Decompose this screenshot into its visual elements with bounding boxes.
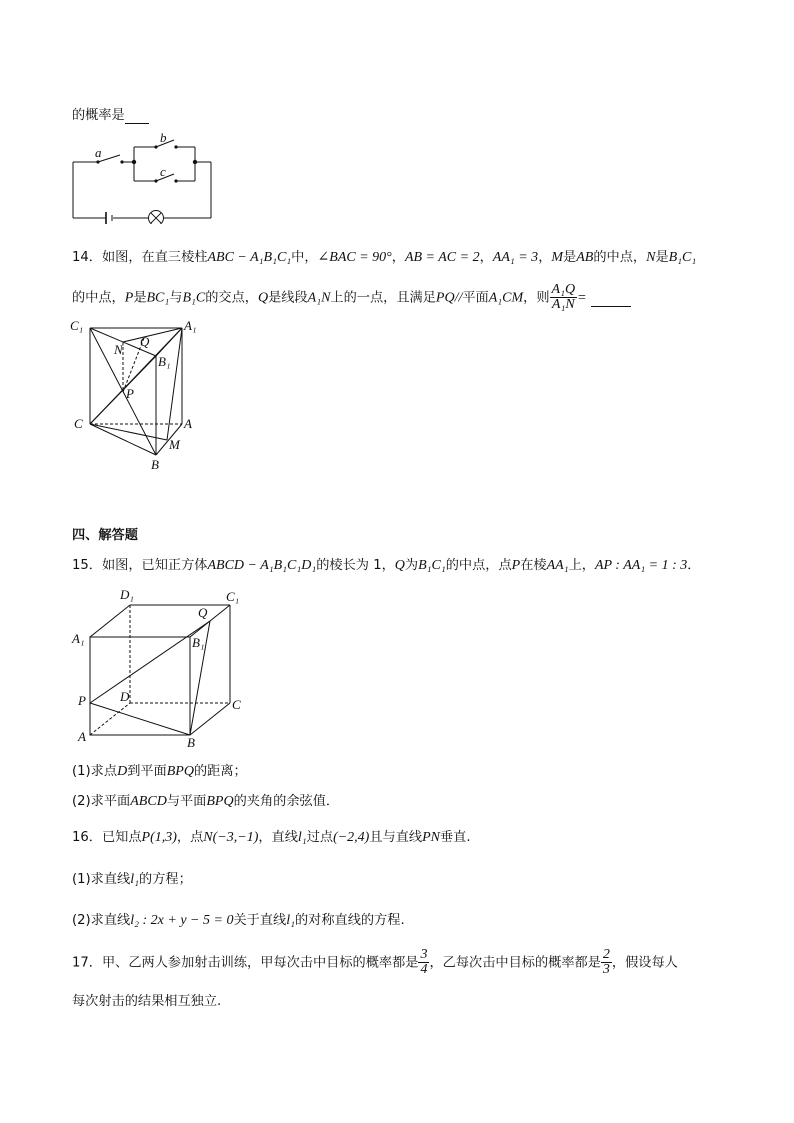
q15-cube: ABCD − A₁B₁C₁D₁ <box>207 558 317 573</box>
q15-text: ． <box>687 558 701 573</box>
q15-text: 的棱长为 1， <box>316 558 395 573</box>
q14-text: 的中点， <box>593 250 647 265</box>
q14-text: ，则 <box>523 290 550 306</box>
q16-text: 且与直线 <box>369 830 423 845</box>
q15-ratio: AP : AA₁ = 1 : 3 <box>594 558 688 573</box>
q15-sub2-text: 的夹角的余弦值． <box>233 794 340 809</box>
q17-fraction-jia <box>418 948 429 977</box>
q15-plane-bpq: BPQ <box>206 794 234 809</box>
q16-sub1 <box>72 868 192 888</box>
q14-point-m: M <box>551 250 564 265</box>
q17-line2: 每次射击的结果相互独立. <box>72 994 222 1009</box>
switch-a-label: a <box>95 145 102 160</box>
q16-line-pn: PN <box>422 830 440 845</box>
q14-plane-a1cm: A₁CM <box>488 290 524 306</box>
q14-ratio-fraction <box>550 283 578 312</box>
cube-label-a1: A₁ <box>72 631 85 646</box>
q16-number: 16． <box>72 830 102 845</box>
cube-label-d: D <box>120 689 130 704</box>
prism-label-p: P <box>126 386 134 401</box>
q16-sub2 <box>72 909 405 929</box>
q14-height: AA₁ = 3 <box>492 250 539 265</box>
q14-text: 上的一点，且满足 <box>330 290 436 306</box>
q16-line-l1: l₁ <box>297 830 307 845</box>
q15-point-p: P <box>511 558 521 573</box>
q14-pq-parallel: PQ// <box>435 290 463 306</box>
circuit-diagram <box>68 128 218 224</box>
prism-label-c: C <box>74 416 83 431</box>
q14-text: 平面 <box>462 290 489 306</box>
q17-frac1-num: 3 <box>420 947 428 962</box>
q14-text: 是线段 <box>268 290 308 306</box>
switch-b-label: b <box>160 130 167 145</box>
q15-text: 在棱 <box>520 558 547 573</box>
q17-text: ，乙每次击中目标的概率都是 <box>429 955 601 971</box>
q14-segment-b1c: B₁C <box>182 290 206 306</box>
q14-point-q: Q <box>257 290 269 306</box>
q13-answer-blank <box>125 108 149 124</box>
q16-sub1-text: 的方程； <box>139 872 192 887</box>
q14-edges: AB = AC = 2 <box>404 250 480 265</box>
q17-text: ，假设每人 <box>611 955 678 971</box>
q15-line1 <box>72 554 700 574</box>
q15-text: 上， <box>568 558 595 573</box>
q17-text: 甲、乙两人参加射击训练，甲每次击中目标的概率都是 <box>101 955 419 971</box>
cube-label-p: P <box>78 693 86 708</box>
q16-text: ，点 <box>176 830 204 845</box>
q14-text: ， <box>391 250 405 265</box>
q17-number: 17． <box>72 955 102 971</box>
q15-sub1-text: 的距离； <box>193 764 247 779</box>
q15-edge-aa1: AA₁ <box>546 558 569 573</box>
q16-sub1-text: (1)求直线 <box>72 872 131 887</box>
q15-text: 如图，已知正方体 <box>101 558 208 573</box>
q15-point-q: Q <box>394 558 405 573</box>
q15-sub1-text: (1)求点 <box>72 764 118 779</box>
q14-answer-blank <box>591 291 631 307</box>
q16-text: 垂直. <box>439 830 471 845</box>
q14-text: ， <box>479 250 493 265</box>
prism-label-a1: A₁ <box>184 318 197 333</box>
cube-label-a: A <box>78 729 86 744</box>
q15-text: 为 <box>404 558 419 573</box>
q14-segment-bc1: BC₁ <box>146 290 170 306</box>
cube-label-c: C <box>232 697 241 712</box>
q14-text: 是 <box>563 250 577 265</box>
q14-frac-num: A₁Q <box>551 282 576 297</box>
prism-label-m: M <box>169 437 180 452</box>
q14-text: 是 <box>133 290 147 306</box>
q14-text: 的交点， <box>205 290 258 306</box>
q14-segment-b1c1: B₁C₁ <box>668 250 697 265</box>
q14-prism: ABC − A₁B₁C₁ <box>207 250 292 265</box>
q14-text: 是 <box>655 250 669 265</box>
q14-text: ， <box>538 250 552 265</box>
prism-label-q: Q <box>140 334 150 349</box>
q15-sub2-text: (2)求平面 <box>72 794 131 809</box>
switch-c-label: c <box>160 164 166 179</box>
q15-point-d: D <box>117 764 128 779</box>
cube-diagram <box>68 585 258 750</box>
q14-frac-den: A₁N <box>551 297 575 312</box>
q14-segment-a1n: A₁N <box>307 290 331 306</box>
q17-fraction-yi <box>601 948 612 977</box>
q14-equals: = <box>577 290 587 306</box>
q13-tail-text <box>72 104 149 124</box>
section-title: 四、解答题 <box>72 528 138 543</box>
q17-frac1-den: 4 <box>420 962 428 977</box>
cube-label-d1: D₁ <box>120 587 134 602</box>
q15-number: 15． <box>72 558 102 573</box>
q15-sub2-text: 与平面 <box>166 794 207 809</box>
q13-tail: 的概率是 <box>72 108 125 123</box>
q16-text: 已知点 <box>101 830 142 845</box>
q16-line-l1: l₁ <box>286 913 295 928</box>
q16-point-n: N(−3,−1) <box>203 830 259 845</box>
q14-angle: ∠BAC = 90° <box>317 250 392 265</box>
prism-label-b1: B₁ <box>158 354 171 369</box>
q17-frac2-num: 2 <box>602 947 610 962</box>
q14-line1 <box>72 246 696 266</box>
cube-label-c1: C₁ <box>226 589 240 604</box>
prism-label-a: A <box>184 416 192 431</box>
q16-sub2-text: 的对称直线的方程. <box>294 913 405 928</box>
q14-text: 如图，在直三棱柱 <box>101 250 208 265</box>
q15-plane-bpq: BPQ <box>166 764 194 779</box>
q14-text: 的中点， <box>72 290 125 306</box>
q16-line-l2: l₂ : 2x + y − 5 = 0 <box>130 913 234 928</box>
q17-line1 <box>72 948 678 977</box>
cube-label-b: B <box>187 735 195 750</box>
q16-point: (−2,4) <box>333 830 370 845</box>
q14-text: 与 <box>169 290 183 306</box>
q15-text: 的中点，点 <box>445 558 512 573</box>
prism-label-c1: C₁ <box>70 318 84 333</box>
q14-line2 <box>72 283 631 312</box>
q16-text: 过点 <box>306 830 334 845</box>
prism-diagram <box>68 316 208 476</box>
q15-plane-abcd: ABCD <box>130 794 167 809</box>
prism-label-n: N <box>114 342 123 357</box>
q14-number: 14． <box>72 250 102 265</box>
q17-frac2-den: 3 <box>602 962 610 977</box>
q14-segment-ab: AB <box>576 250 594 265</box>
q14-point-p: P <box>124 290 134 306</box>
prism-label-b: B <box>151 457 159 472</box>
cube-label-q: Q <box>198 605 208 620</box>
q16-line-l1: l₁ <box>130 872 140 887</box>
q16-text: ，直线 <box>258 830 298 845</box>
q14-point-n: N <box>646 250 656 265</box>
q15-segment-b1c1: B₁C₁ <box>418 558 446 573</box>
q14-text: 中， <box>291 250 318 265</box>
q15-sub1 <box>72 760 247 780</box>
q15-sub2 <box>72 790 339 810</box>
q16-line1 <box>72 826 471 846</box>
q16-point-p: P(1,3) <box>141 830 177 845</box>
q15-sub1-text: 到平面 <box>127 764 167 779</box>
q16-sub2-text: 关于直线 <box>233 913 287 928</box>
cube-label-b1: B₁ <box>192 635 205 650</box>
q16-sub2-text: (2)求直线 <box>72 913 131 928</box>
